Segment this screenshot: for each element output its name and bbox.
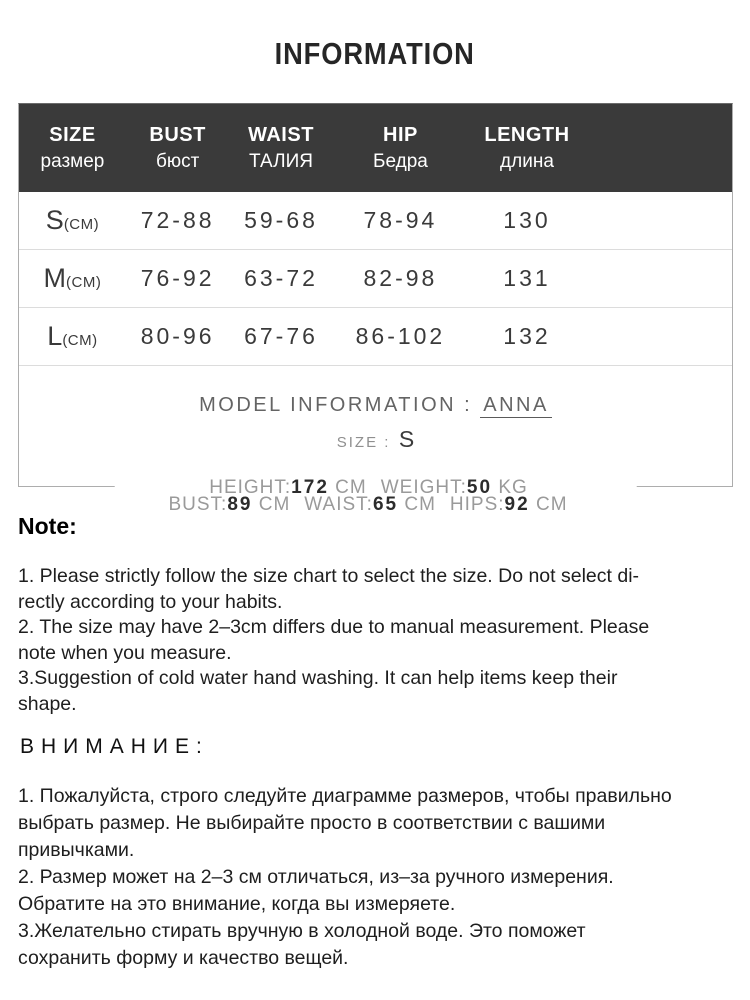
header-length bbox=[468, 122, 586, 175]
attention-line: 3.Желательно стирать вручную в холодной воде. Это поможет bbox=[18, 920, 586, 942]
height-label: HEIGHT: bbox=[209, 477, 292, 498]
row-m-hip: 82-98 bbox=[363, 265, 438, 291]
row-l-size bbox=[19, 321, 126, 352]
row-l-length: 132 bbox=[503, 323, 551, 349]
size-chart-header-row bbox=[19, 104, 732, 192]
model-information-section bbox=[19, 365, 732, 498]
header-size-ru: размер bbox=[40, 150, 105, 172]
row-m-size-unit: (CM) bbox=[66, 274, 102, 291]
weight-unit: KG bbox=[498, 477, 528, 498]
model-size-line bbox=[19, 426, 732, 453]
row-m-length: 131 bbox=[503, 265, 551, 291]
row-l-size-letter: L bbox=[47, 321, 63, 351]
model-name: ANNA bbox=[480, 394, 552, 418]
hips-unit: CM bbox=[535, 494, 568, 515]
header-bust-en: BUST bbox=[149, 123, 206, 146]
header-bust-ru: бюст bbox=[155, 150, 200, 172]
table-row-s bbox=[19, 192, 732, 249]
row-s-size-unit: (CM) bbox=[63, 216, 100, 233]
attention-line: 1. Пожалуйста, строго следуйте диаграмме размеров, чтобы правильно bbox=[18, 785, 672, 807]
header-hip-en: HIP bbox=[383, 123, 418, 146]
row-s-length: 130 bbox=[503, 207, 551, 233]
row-s-waist: 59-68 bbox=[244, 207, 318, 233]
attention-text-block bbox=[18, 783, 734, 972]
note-line: 2. The size may have 2–3cm differs due to manual measurement. Please bbox=[18, 616, 650, 638]
size-chart-table bbox=[18, 103, 733, 498]
attention-line: Обратите на это внимание, когда вы измеряете. bbox=[18, 893, 456, 915]
note-heading: Note: bbox=[18, 513, 77, 539]
note-line: shape. bbox=[18, 692, 77, 715]
header-waist bbox=[229, 122, 332, 175]
waist-value: 65 bbox=[372, 494, 399, 515]
waist-unit: CM bbox=[404, 494, 436, 515]
note-line: 3.Suggestion of cold water hand washing. It can help items keep their bbox=[18, 667, 618, 689]
header-waist-en: WAIST bbox=[248, 123, 314, 146]
page-title bbox=[0, 36, 750, 72]
weight-value: 50 bbox=[466, 477, 493, 498]
model-bust-waist-hips-line bbox=[0, 494, 750, 516]
model-size-value: S bbox=[398, 426, 415, 452]
note-line: rectly according to your habits. bbox=[18, 590, 283, 613]
row-s-size-letter: S bbox=[45, 205, 64, 235]
header-size-en: SIZE bbox=[49, 123, 96, 146]
attention-line: выбрать размер. Не выбирайте просто в соответствии с вашими bbox=[18, 812, 606, 834]
header-size bbox=[19, 122, 126, 175]
header-hip-ru: Бедра bbox=[373, 150, 428, 172]
row-m-size-letter: M bbox=[43, 263, 67, 293]
model-information-line bbox=[19, 394, 732, 417]
bust-unit: CM bbox=[258, 494, 291, 515]
page-title-text: INFORMATION bbox=[274, 36, 476, 71]
note-line: note when you measure. bbox=[18, 641, 232, 664]
row-m-bust: 76-92 bbox=[140, 265, 215, 291]
row-l-bust: 80-96 bbox=[140, 323, 215, 349]
table-row-m bbox=[19, 249, 732, 307]
attention-heading: ВНИМАНИЕ: bbox=[20, 735, 209, 758]
waist-label: WAIST: bbox=[304, 494, 373, 515]
model-size-label: SIZE : bbox=[336, 434, 391, 451]
row-s-size bbox=[19, 205, 126, 236]
attention-line: сохранить форму и качество вещей. bbox=[18, 947, 349, 969]
header-waist-ru: ТАЛИЯ bbox=[249, 150, 313, 172]
row-s-bust: 72-88 bbox=[140, 207, 215, 233]
hips-label: HIPS: bbox=[449, 494, 505, 515]
row-s-hip: 78-94 bbox=[363, 207, 438, 233]
attention-line: 2. Размер может на 2–3 см отличаться, из–за ручного измерения. bbox=[18, 866, 614, 888]
bust-label: BUST: bbox=[168, 494, 228, 515]
weight-label: WEIGHT: bbox=[380, 477, 467, 498]
model-information-label: MODEL INFORMATION : bbox=[199, 394, 473, 416]
header-hip bbox=[333, 122, 468, 175]
hips-value: 92 bbox=[504, 494, 530, 515]
attention-line: привычками. bbox=[18, 839, 135, 861]
table-row-l bbox=[19, 307, 732, 365]
row-l-waist: 67-76 bbox=[244, 323, 318, 349]
row-m-size bbox=[19, 263, 126, 294]
bust-value: 89 bbox=[227, 494, 253, 515]
height-value: 172 bbox=[291, 477, 329, 498]
header-length-ru: длина bbox=[500, 150, 554, 172]
height-unit: CM bbox=[335, 477, 367, 498]
header-bust bbox=[126, 122, 229, 175]
row-m-waist: 63-72 bbox=[244, 265, 318, 291]
header-length-en: LENGTH bbox=[484, 123, 570, 146]
row-l-size-unit: (CM) bbox=[62, 332, 98, 349]
note-text-block bbox=[18, 564, 734, 717]
row-l-hip: 86-102 bbox=[355, 323, 446, 349]
note-line: 1. Please strictly follow the size chart to select the size. Do not select di- bbox=[18, 565, 640, 587]
